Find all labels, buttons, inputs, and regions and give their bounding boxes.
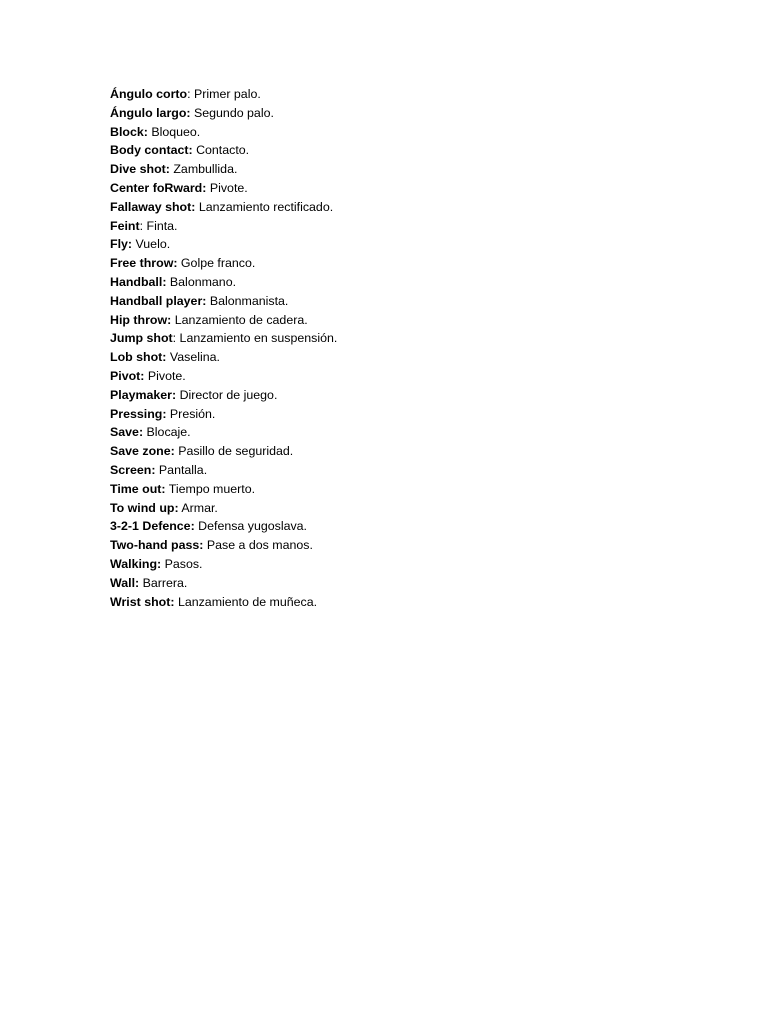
glossary-entry [110,536,710,555]
glossary-definition: Pantalla. [158,462,208,477]
glossary-definition: Lanzamiento de cadera. [174,312,308,327]
glossary-entry [110,574,710,593]
glossary-entry [110,85,710,104]
glossary-term: Two-hand pass: [110,538,204,553]
glossary-term: Playmaker: [110,387,177,402]
glossary-definition: Blocaje. [146,425,191,440]
glossary-entry [110,480,710,499]
glossary-definition: Armar. [181,500,218,515]
glossary-entry [110,273,710,292]
glossary-definition: Lanzamiento rectificado. [198,199,334,214]
glossary-definition: Pase a dos manos. [206,538,313,553]
glossary-definition: Bloqueo. [151,124,201,139]
glossary-entry [110,198,710,217]
glossary-definition: Golpe franco. [180,256,256,271]
glossary-entry [110,123,710,142]
glossary-entry [110,235,710,254]
glossary-definition: Balonmanista. [209,293,289,308]
glossary-entry [110,179,710,198]
glossary-entry [110,593,710,612]
glossary-entry [110,329,710,348]
glossary-definition: Zambullida. [173,162,238,177]
glossary-term: Fallaway shot: [110,199,196,214]
glossary-term: Jump shot [110,331,173,346]
glossary-definition: Pasos. [164,556,203,571]
glossary-entry [110,311,710,330]
glossary-term: Hip throw: [110,312,172,327]
glossary-term: 3-2-1 Defence: [110,519,195,534]
glossary-term: Body contact: [110,143,193,158]
glossary-definition: Segundo palo. [193,105,274,120]
glossary-entry [110,104,710,123]
glossary-term: Ángulo corto [110,87,188,101]
glossary-definition: Vuelo. [135,237,171,252]
glossary-definition: Barrera. [142,575,188,590]
glossary-entry [110,442,710,461]
glossary-term: Dive shot: [110,162,170,177]
glossary-term: Screen: [110,462,156,477]
glossary-entry [110,555,710,574]
glossary-term: Handball: [110,274,167,289]
glossary-term: Pressing: [110,406,167,421]
glossary-entry [110,348,710,367]
glossary-entry [110,405,710,424]
glossary-term: Pivot: [110,368,145,383]
glossary-term: Time out: [110,481,166,496]
glossary-definition: Balonmano. [169,274,237,289]
glossary-term: Feint [110,218,140,233]
glossary-definition: Primer palo. [193,87,261,101]
glossary-definition: Contacto. [196,143,250,158]
glossary-definition: Finta. [146,218,178,233]
glossary-term: Handball player: [110,293,207,308]
glossary-term: Free throw: [110,256,178,271]
glossary-entry [110,423,710,442]
glossary-definition: Tiempo muerto. [168,481,256,496]
glossary-term: Block: [110,124,148,139]
glossary-entry [110,254,710,273]
glossary-separator: : [139,218,147,233]
glossary-definition: Vaselina. [169,350,220,365]
glossary-definition: Presión. [169,406,216,421]
glossary-entry [110,292,710,311]
glossary-definition: Defensa yugoslava. [198,519,307,534]
glossary-term: Lob shot: [110,350,167,365]
glossary-entry [110,141,710,160]
glossary-entry [110,386,710,405]
glossary-list [110,85,710,611]
glossary-term: Ángulo largo: [110,105,191,120]
glossary-entry [110,499,710,518]
glossary-separator: : [172,331,180,346]
glossary-term: Fly: [110,237,133,252]
glossary-entry [110,517,710,536]
glossary-definition: Lanzamiento de muñeca. [177,594,318,609]
glossary-entry [110,217,710,236]
glossary-separator: : [187,87,194,101]
glossary-term: Walking: [110,556,162,571]
glossary-definition: Lanzamiento en suspensión. [179,331,338,346]
glossary-term: Save: [110,425,144,440]
glossary-term: Save zone: [110,444,175,459]
glossary-definition: Pasillo de seguridad. [178,444,294,459]
glossary-term: Center foRward: [110,180,207,195]
glossary-term: Wrist shot: [110,594,175,609]
glossary-definition: Pivote. [147,368,186,383]
glossary-term: To wind up: [110,500,179,515]
glossary-definition: Pivote. [209,180,248,195]
glossary-entry [110,461,710,480]
glossary-entry [110,160,710,179]
glossary-entry [110,367,710,386]
glossary-definition: Director de juego. [179,387,278,402]
glossary-term: Wall: [110,575,140,590]
